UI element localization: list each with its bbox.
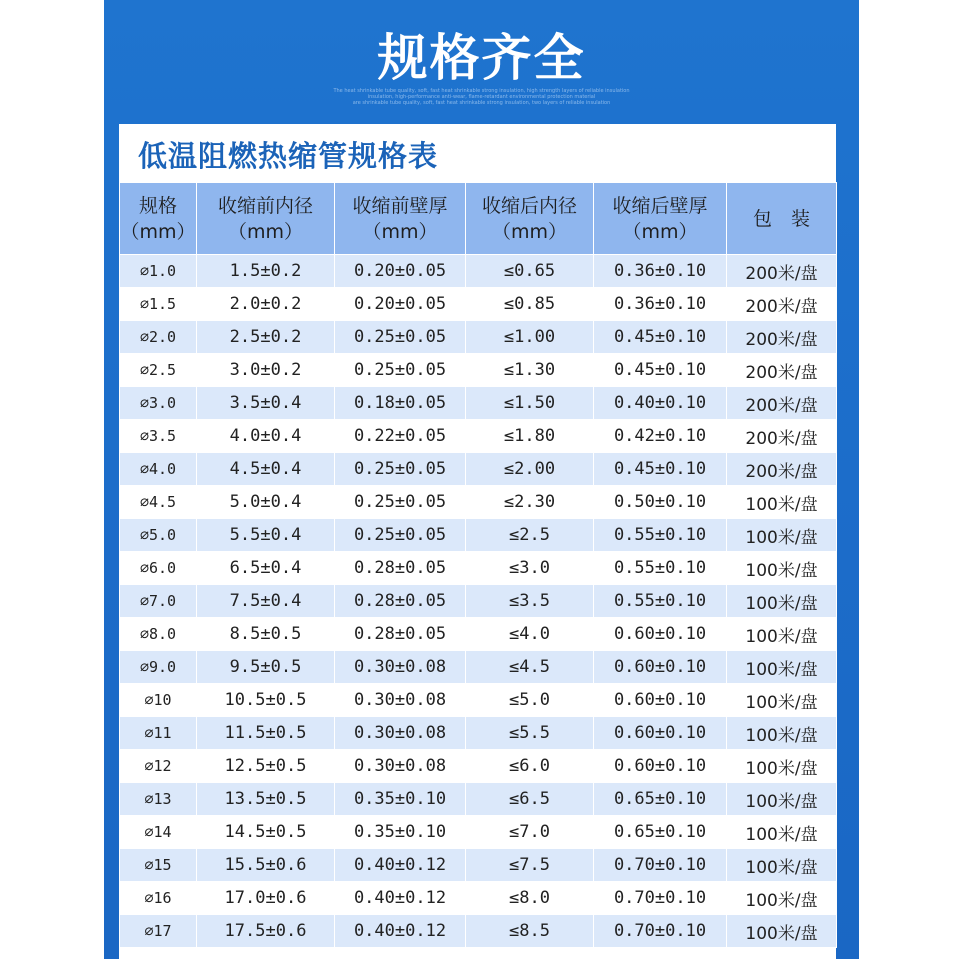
cell-spec: ⌀2.5 bbox=[120, 354, 197, 387]
cell-packaging: 100米/盘 bbox=[727, 552, 837, 585]
cell-inner-dia-before: 10.5±0.5 bbox=[197, 684, 335, 717]
cell-wall-after: 0.60±0.10 bbox=[594, 618, 727, 651]
table-row bbox=[120, 783, 837, 816]
cell-spec: ⌀15 bbox=[120, 849, 197, 882]
cell-inner-dia-after: ≤2.5 bbox=[466, 519, 594, 552]
cell-inner-dia-after: ≤1.30 bbox=[466, 354, 594, 387]
cell-inner-dia-before: 7.5±0.4 bbox=[197, 585, 335, 618]
cell-inner-dia-after: ≤7.5 bbox=[466, 849, 594, 882]
table-row bbox=[120, 420, 837, 453]
table-row bbox=[120, 255, 837, 288]
table-row bbox=[120, 684, 837, 717]
cell-wall-after: 0.60±0.10 bbox=[594, 651, 727, 684]
cell-spec: ⌀3.5 bbox=[120, 420, 197, 453]
cell-wall-before: 0.35±0.10 bbox=[335, 816, 466, 849]
hero-subtitle-line-1: The heat shrinkable tube quality, soft, fast heat shrinkable strong insulation, high strength layers of reliable insulation bbox=[333, 88, 630, 94]
cell-inner-dia-after: ≤3.0 bbox=[466, 552, 594, 585]
cell-spec: ⌀17 bbox=[120, 915, 197, 948]
header-row bbox=[120, 183, 837, 255]
cell-wall-after: 0.45±0.10 bbox=[594, 321, 727, 354]
cell-spec: ⌀10 bbox=[120, 684, 197, 717]
header-wall-after-label: 收缩后壁厚 bbox=[612, 194, 708, 217]
header-inner-dia-before bbox=[197, 183, 335, 255]
spec-table bbox=[119, 182, 837, 948]
cell-spec: ⌀7.0 bbox=[120, 585, 197, 618]
header-wall-after bbox=[594, 183, 727, 255]
cell-inner-dia-after: ≤6.5 bbox=[466, 783, 594, 816]
table-row bbox=[120, 750, 837, 783]
table-row bbox=[120, 816, 837, 849]
cell-wall-after: 0.40±0.10 bbox=[594, 387, 727, 420]
cell-spec: ⌀9.0 bbox=[120, 651, 197, 684]
cell-wall-after: 0.36±0.10 bbox=[594, 255, 727, 288]
header-wall-before-unit: （mm） bbox=[362, 220, 438, 243]
cell-inner-dia-after: ≤2.00 bbox=[466, 453, 594, 486]
cell-wall-after: 0.60±0.10 bbox=[594, 684, 727, 717]
cell-spec: ⌀16 bbox=[120, 882, 197, 915]
cell-wall-before: 0.40±0.12 bbox=[335, 849, 466, 882]
cell-wall-before: 0.35±0.10 bbox=[335, 783, 466, 816]
header-inner-dia-before-label: 收缩前内径 bbox=[217, 194, 313, 217]
cell-inner-dia-after: ≤1.00 bbox=[466, 321, 594, 354]
cell-inner-dia-before: 17.0±0.6 bbox=[197, 882, 335, 915]
cell-wall-after: 0.36±0.10 bbox=[594, 288, 727, 321]
cell-packaging: 200米/盘 bbox=[727, 321, 837, 354]
cell-spec: ⌀2.0 bbox=[120, 321, 197, 354]
cell-wall-after: 0.60±0.10 bbox=[594, 717, 727, 750]
cell-inner-dia-before: 8.5±0.5 bbox=[197, 618, 335, 651]
cell-spec: ⌀1.5 bbox=[120, 288, 197, 321]
table-row bbox=[120, 915, 837, 948]
cell-inner-dia-before: 5.0±0.4 bbox=[197, 486, 335, 519]
header-inner-dia-after-unit: （mm） bbox=[491, 220, 568, 243]
table-row bbox=[120, 618, 837, 651]
cell-packaging: 100米/盘 bbox=[727, 717, 837, 750]
cell-spec: ⌀12 bbox=[120, 750, 197, 783]
cell-wall-after: 0.65±0.10 bbox=[594, 783, 727, 816]
cell-wall-before: 0.25±0.05 bbox=[335, 519, 466, 552]
cell-inner-dia-before: 12.5±0.5 bbox=[197, 750, 335, 783]
cell-wall-before: 0.28±0.05 bbox=[335, 552, 466, 585]
cell-packaging: 200米/盘 bbox=[727, 255, 837, 288]
table-row bbox=[120, 717, 837, 750]
cell-inner-dia-before: 13.5±0.5 bbox=[197, 783, 335, 816]
cell-wall-before: 0.30±0.08 bbox=[335, 684, 466, 717]
cell-wall-before: 0.40±0.12 bbox=[335, 882, 466, 915]
cell-spec: ⌀11 bbox=[120, 717, 197, 750]
table-row bbox=[120, 882, 837, 915]
hero-subtitle-line-3: are shrinkable tube quality, soft, fast heat shrinkable strong insulation, two layers of reliable insulation bbox=[352, 100, 611, 106]
header-inner-dia-after bbox=[466, 183, 594, 255]
cell-wall-before: 0.30±0.08 bbox=[335, 750, 466, 783]
cell-wall-before: 0.18±0.05 bbox=[335, 387, 466, 420]
cell-spec: ⌀6.0 bbox=[120, 552, 197, 585]
cell-wall-after: 0.50±0.10 bbox=[594, 486, 727, 519]
cell-packaging: 100米/盘 bbox=[727, 651, 837, 684]
cell-packaging: 100米/盘 bbox=[727, 882, 837, 915]
cell-wall-after: 0.55±0.10 bbox=[594, 585, 727, 618]
cell-wall-after: 0.65±0.10 bbox=[594, 816, 727, 849]
cell-spec: ⌀4.5 bbox=[120, 486, 197, 519]
cell-packaging: 100米/盘 bbox=[727, 585, 837, 618]
header-wall-before-label: 收缩前壁厚 bbox=[352, 194, 448, 217]
cell-wall-before: 0.25±0.05 bbox=[335, 321, 466, 354]
cell-inner-dia-before: 5.5±0.4 bbox=[197, 519, 335, 552]
hero-subtitle bbox=[104, 88, 859, 106]
cell-inner-dia-after: ≤8.0 bbox=[466, 882, 594, 915]
cell-wall-before: 0.20±0.05 bbox=[335, 288, 466, 321]
cell-inner-dia-after: ≤4.5 bbox=[466, 651, 594, 684]
cell-inner-dia-before: 4.0±0.4 bbox=[197, 420, 335, 453]
cell-packaging: 100米/盘 bbox=[727, 750, 837, 783]
cell-packaging: 200米/盘 bbox=[727, 354, 837, 387]
header-inner-dia-after-label: 收缩后内径 bbox=[481, 194, 577, 217]
cell-inner-dia-after: ≤3.5 bbox=[466, 585, 594, 618]
cell-packaging: 100米/盘 bbox=[727, 684, 837, 717]
cell-wall-before: 0.30±0.08 bbox=[335, 717, 466, 750]
cell-packaging: 100米/盘 bbox=[727, 816, 837, 849]
cell-wall-after: 0.60±0.10 bbox=[594, 750, 727, 783]
cell-wall-before: 0.40±0.12 bbox=[335, 915, 466, 948]
cell-wall-before: 0.28±0.05 bbox=[335, 618, 466, 651]
hero-subtitle-line-2: insulation, high-performance anti-wear, flame-retardant environmental protection material bbox=[367, 94, 596, 100]
cell-inner-dia-after: ≤5.5 bbox=[466, 717, 594, 750]
header-inner-dia-before-unit: （mm） bbox=[227, 220, 304, 243]
hero-title: 规格齐全 bbox=[377, 29, 586, 87]
cell-inner-dia-after: ≤6.0 bbox=[466, 750, 594, 783]
cell-inner-dia-before: 15.5±0.6 bbox=[197, 849, 335, 882]
header-spec-unit: （mm） bbox=[120, 220, 196, 243]
cell-packaging: 200米/盘 bbox=[727, 288, 837, 321]
table-row bbox=[120, 486, 837, 519]
cell-inner-dia-before: 6.5±0.4 bbox=[197, 552, 335, 585]
cell-wall-after: 0.45±0.10 bbox=[594, 453, 727, 486]
cell-wall-after: 0.45±0.10 bbox=[594, 354, 727, 387]
cell-packaging: 100米/盘 bbox=[727, 849, 837, 882]
table-row bbox=[120, 849, 837, 882]
table-row bbox=[120, 585, 837, 618]
table-row bbox=[120, 354, 837, 387]
table-row bbox=[120, 453, 837, 486]
table-row bbox=[120, 519, 837, 552]
cell-packaging: 200米/盘 bbox=[727, 453, 837, 486]
cell-wall-after: 0.55±0.10 bbox=[594, 552, 727, 585]
cell-inner-dia-after: ≤7.0 bbox=[466, 816, 594, 849]
cell-packaging: 100米/盘 bbox=[727, 915, 837, 948]
cell-inner-dia-after: ≤0.65 bbox=[466, 255, 594, 288]
cell-spec: ⌀13 bbox=[120, 783, 197, 816]
table-row bbox=[120, 321, 837, 354]
header-packaging-label: 包 装 bbox=[752, 207, 810, 230]
header-spec-label: 规格 bbox=[138, 194, 177, 217]
header-wall-before bbox=[335, 183, 466, 255]
table-row bbox=[120, 552, 837, 585]
cell-wall-after: 0.70±0.10 bbox=[594, 915, 727, 948]
cell-inner-dia-before: 4.5±0.4 bbox=[197, 453, 335, 486]
cell-inner-dia-after: ≤1.50 bbox=[466, 387, 594, 420]
cell-wall-before: 0.22±0.05 bbox=[335, 420, 466, 453]
cell-inner-dia-before: 14.5±0.5 bbox=[197, 816, 335, 849]
cell-spec: ⌀5.0 bbox=[120, 519, 197, 552]
header-wall-after-unit: （mm） bbox=[622, 220, 698, 243]
cell-wall-before: 0.25±0.05 bbox=[335, 453, 466, 486]
cell-packaging: 200米/盘 bbox=[727, 387, 837, 420]
cell-wall-before: 0.25±0.05 bbox=[335, 354, 466, 387]
cell-wall-before: 0.28±0.05 bbox=[335, 585, 466, 618]
cell-inner-dia-after: ≤2.30 bbox=[466, 486, 594, 519]
cell-spec: ⌀14 bbox=[120, 816, 197, 849]
cell-wall-after: 0.70±0.10 bbox=[594, 849, 727, 882]
cell-packaging: 200米/盘 bbox=[727, 420, 837, 453]
header-spec bbox=[120, 183, 197, 255]
cell-wall-before: 0.20±0.05 bbox=[335, 255, 466, 288]
cell-packaging: 100米/盘 bbox=[727, 519, 837, 552]
cell-wall-before: 0.30±0.08 bbox=[335, 651, 466, 684]
cell-wall-before: 0.25±0.05 bbox=[335, 486, 466, 519]
cell-inner-dia-before: 17.5±0.6 bbox=[197, 915, 335, 948]
cell-packaging: 100米/盘 bbox=[727, 783, 837, 816]
cell-inner-dia-after: ≤4.0 bbox=[466, 618, 594, 651]
cell-spec: ⌀8.0 bbox=[120, 618, 197, 651]
cell-spec: ⌀4.0 bbox=[120, 453, 197, 486]
header-packaging bbox=[727, 183, 837, 255]
cell-packaging: 100米/盘 bbox=[727, 618, 837, 651]
cell-inner-dia-before: 3.0±0.2 bbox=[197, 354, 335, 387]
cell-inner-dia-before: 9.5±0.5 bbox=[197, 651, 335, 684]
cell-spec: ⌀1.0 bbox=[120, 255, 197, 288]
table-row bbox=[120, 288, 837, 321]
cell-inner-dia-before: 2.5±0.2 bbox=[197, 321, 335, 354]
cell-inner-dia-after: ≤1.80 bbox=[466, 420, 594, 453]
cell-packaging: 100米/盘 bbox=[727, 486, 837, 519]
cell-inner-dia-before: 11.5±0.5 bbox=[197, 717, 335, 750]
cell-wall-after: 0.70±0.10 bbox=[594, 882, 727, 915]
table-title: 低温阻燃热缩管规格表 bbox=[138, 139, 439, 173]
cell-wall-after: 0.55±0.10 bbox=[594, 519, 727, 552]
cell-inner-dia-before: 3.5±0.4 bbox=[197, 387, 335, 420]
cell-inner-dia-before: 2.0±0.2 bbox=[197, 288, 335, 321]
table-row bbox=[120, 651, 837, 684]
cell-inner-dia-after: ≤5.0 bbox=[466, 684, 594, 717]
table-body bbox=[120, 255, 837, 948]
cell-inner-dia-after: ≤8.5 bbox=[466, 915, 594, 948]
cell-spec: ⌀3.0 bbox=[120, 387, 197, 420]
cell-inner-dia-after: ≤0.85 bbox=[466, 288, 594, 321]
cell-inner-dia-before: 1.5±0.2 bbox=[197, 255, 335, 288]
cell-wall-after: 0.42±0.10 bbox=[594, 420, 727, 453]
table-row bbox=[120, 387, 837, 420]
